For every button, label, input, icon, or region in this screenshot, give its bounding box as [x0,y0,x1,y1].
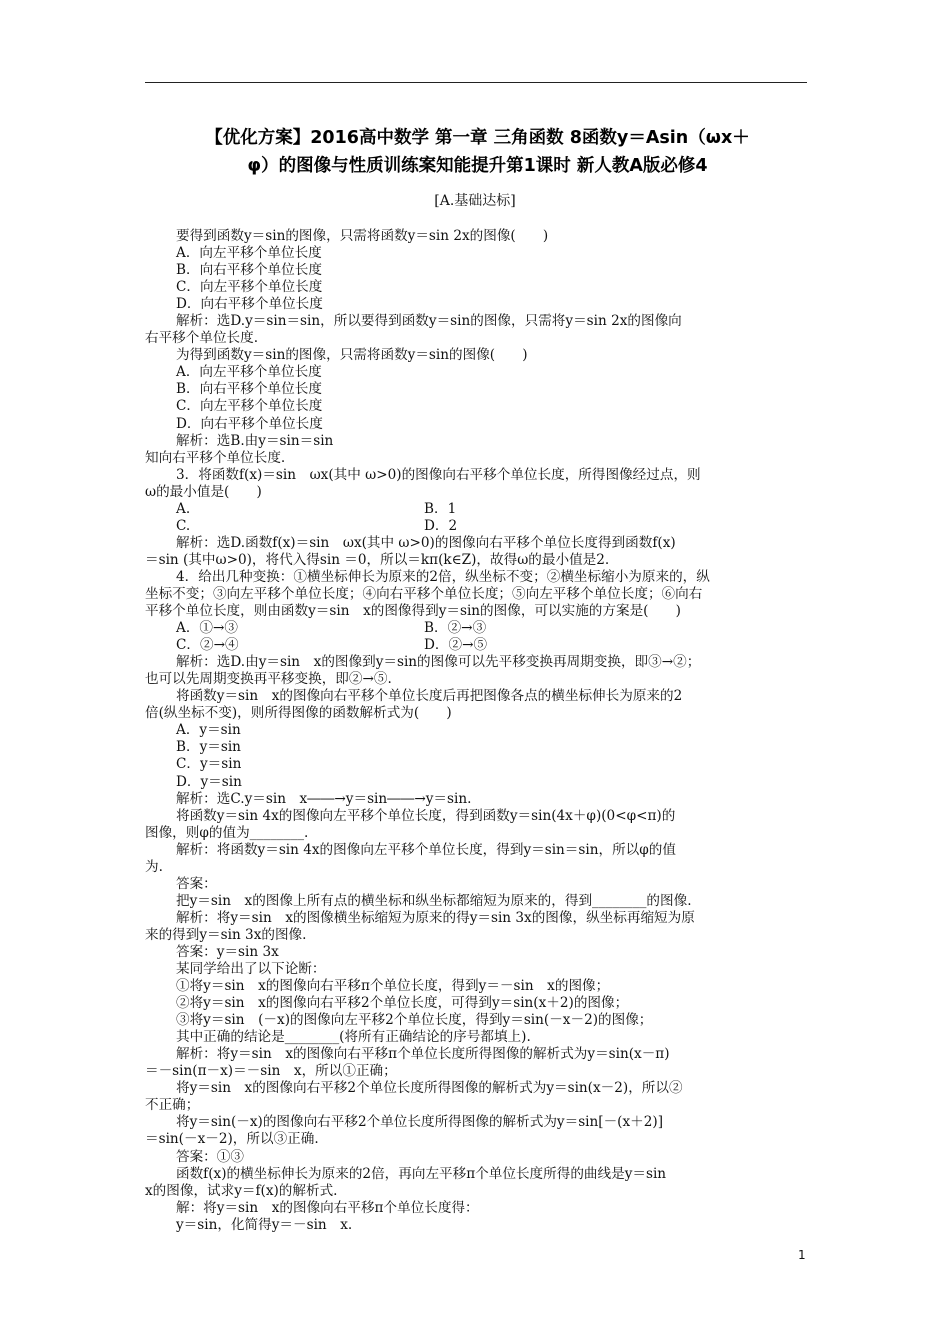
text-line: D．y＝sin [176,773,242,790]
text-line: A．向左平移个单位长度 [176,364,322,381]
text-line: 将y＝sin x的图像向右平移2个单位长度所得图像的解析式为y＝sin(x－2)，所以② [176,1080,683,1097]
text-line: 解析：选B.由y＝sin＝sin [176,432,334,449]
text-line: 解析：将y＝sin x的图像横坐标缩短为原来的得y＝sin 3x的图像，纵坐标再缩短为原 [176,909,695,926]
text-line: 答案： [176,875,217,892]
text-line: C．y＝sin [176,756,242,773]
text-line: 平移个单位长度，则由函数y＝sin x的图像得到y＝sin的图像，可以实施的方案是( ) [145,603,681,620]
text-line: 倍(纵坐标不变)，则所得图像的函数解析式为( ) [145,705,452,722]
text-line: 知向右平移个单位长度. [145,449,286,466]
text-line: D．向右平移个单位长度 [176,415,323,432]
text-line: 不正确； [145,1097,200,1114]
text-line: C．向左平移个单位长度 [176,279,323,296]
text-line: 答案：y＝sin 3x [176,943,279,960]
option-c: C. [176,517,191,534]
text-line: 图像，则φ的值为________. [145,824,309,841]
text-line: 某同学给出了以下论断： [176,961,326,978]
text-line: ③将y＝sin (－x)的图像向左平移2个单位长度，得到y＝sin(－x－2)的图像； [176,1012,653,1029]
text-line: ＝sin (其中ω>0)，将代入得sin ＝0，所以＝kπ(k∈Z)，故得ω的最小值是2. [145,551,610,568]
option-a: A. [176,500,191,517]
text-line: y＝sin，化简得y＝－sin x. [176,1216,353,1233]
text-line: 4．给出几种变换：①横坐标伸长为原来的2倍，纵坐标不变；②横坐标缩小为原来的，纵 [176,568,710,585]
option-c: C．②→④ [176,637,239,654]
header-rule [145,82,807,83]
text-line: 将y＝sin(－x)的图像向右平移2个单位长度所得图像的解析式为y＝sin[－(x＋2)] [176,1114,663,1131]
text-line: ω的最小值是( ) [145,483,262,500]
option-b: B．1 [424,500,457,517]
text-line: D．向右平移个单位长度 [176,296,323,313]
text-line: 坐标不变；③向左平移个单位长度；④向右平移个单位长度；⑤向左平移个单位长度；⑥向右 [145,585,703,602]
option-row [145,637,810,654]
text-line: x的图像，试求y＝f(x)的解析式. [145,1182,338,1199]
text-line: C．向左平移个单位长度 [176,398,323,415]
text-line: ①将y＝sin x的图像向右平移π个单位长度，得到y＝－sin x的图像； [176,978,610,995]
text-line: 将函数y＝sin 4x的图像向左平移个单位长度，得到函数y＝sin(4x＋φ)(0<φ<π)的 [176,807,676,824]
option-a: A．①→③ [176,620,238,637]
text-line: 解析：选D.函数f(x)＝sin ωx(其中 ω>0)的图像向右平移个单位长度得到函数f(x) [176,534,676,551]
text-line: 函数f(x)的横坐标伸长为原来的2倍，再向左平移π个单位长度所得的曲线是y＝sin [176,1165,667,1182]
text-line: 为得到函数y＝sin的图像，只需将函数y＝sin的图像( ) [176,347,528,364]
title-line-1: 【优化方案】2016高中数学 第一章 三角函数 8函数y＝Asin（ωx＋ [205,128,750,148]
text-line: 解析：选C.y＝sin x――→y＝sin――→y＝sin. [176,790,472,807]
text-line: 将函数y＝sin x的图像向右平移个单位长度后再把图像各点的横坐标伸长为原来的2 [176,688,683,705]
text-line: 解析：将y＝sin x的图像向右平移π个单位长度所得图像的解析式为y＝sin(x－π) [176,1046,670,1063]
text-line: 解：将y＝sin x的图像向右平移π个单位长度得： [176,1199,479,1216]
option-b: B．②→③ [424,620,487,637]
text-line: 要得到函数y＝sin的图像，只需将函数y＝sin 2x的图像( ) [176,228,549,244]
text-line: A．向左平移个单位长度 [176,245,322,262]
title-line-2: φ）的图像与性质训练案知能提升第1课时 新人教A版必修4 [247,156,708,176]
text-line: ＝－sin(π－x)＝－sin x，所以①正确； [145,1063,397,1080]
text-line: 3．将函数f(x)＝sin ωx(其中 ω>0)的图像向右平移个单位长度，所得图像经过点，则 [176,466,701,483]
text-line: 右平移个单位长度. [145,330,259,347]
text-line: 来的得到y＝sin 3x的图像. [145,926,307,943]
text-line: B．y＝sin [176,739,241,756]
text-line: 解析：将函数y＝sin 4x的图像向左平移个单位长度，得到y＝sin＝sin，所以φ的值 [176,841,676,858]
option-row [145,501,810,518]
option-d: D．2 [424,517,458,534]
page-number: 1 [798,1248,806,1262]
document-body [145,228,810,1234]
text-line: B．向右平移个单位长度 [176,262,322,279]
document-title [145,124,810,180]
text-line: 把y＝sin x的图像上所有点的横坐标和纵坐标都缩短为原来的，得到________的图像. [176,892,692,909]
text-line: 为. [145,858,163,875]
option-row [145,620,810,637]
option-d: D．②→⑤ [424,637,488,654]
section-label: [A.基础达标] [434,193,516,209]
text-line: 解析：选D.由y＝sin x的图像到y＝sin的图像可以先平移变换再周期变换，即③→②； [176,654,701,671]
text-line: 解析：选D.y＝sin＝sin，所以要得到函数y＝sin的图像，只需将y＝sin 2x的图像向 [176,313,682,330]
text-line: 答案：①③ [176,1148,244,1165]
text-line: A．y＝sin [176,722,241,739]
text-line: 也可以先周期变换再平移变换，即②→⑤. [145,671,392,688]
text-line: 其中正确的结论是________(将所有正确结论的序号都填上). [176,1029,531,1046]
text-line: ②将y＝sin x的图像向右平移2个单位长度，可得到y＝sin(x＋2)的图像； [176,995,629,1012]
option-row [145,518,810,535]
text-line: B．向右平移个单位长度 [176,381,322,398]
text-line: ＝sin(－x－2)，所以③正确. [145,1131,319,1148]
